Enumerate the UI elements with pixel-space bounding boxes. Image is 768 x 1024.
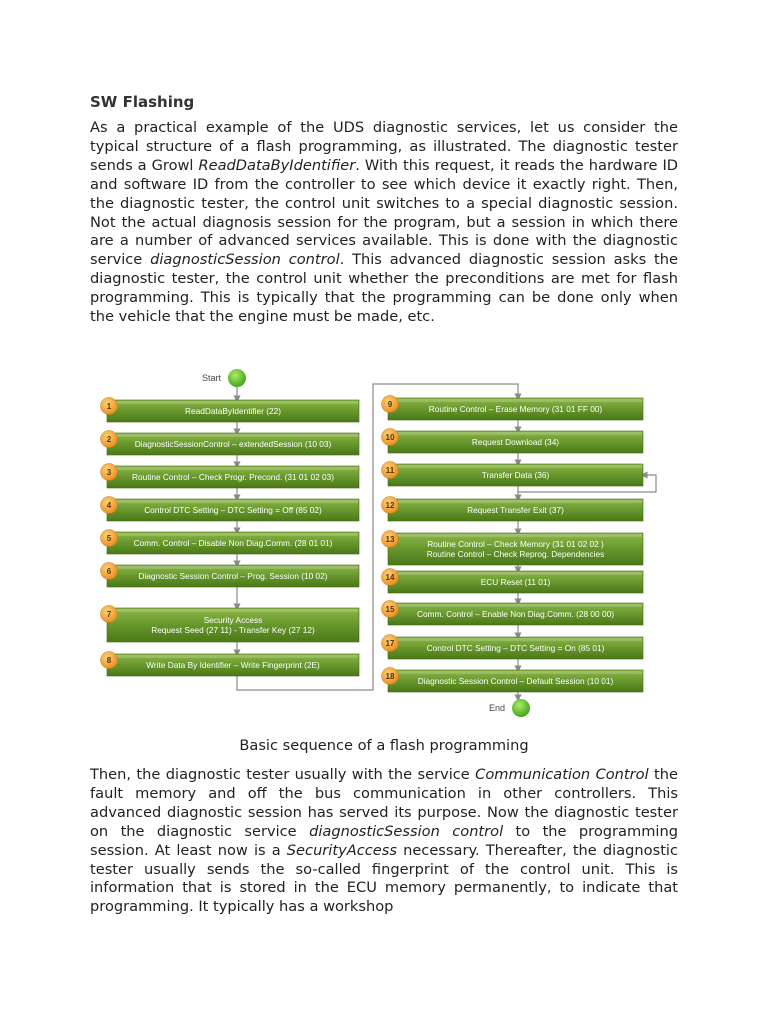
left-step-4 (101, 497, 360, 522)
end-terminal (512, 699, 530, 717)
right-step-9 (382, 396, 644, 421)
step-label: DiagnosticSessionControl – extendedSession (10 03) (134, 439, 332, 449)
step-label: Diagnostic Session Control – Prog. Session (10 02) (138, 571, 328, 581)
step-number: 7 (106, 610, 112, 619)
step-label: Comm. Control – Disable Non Diag.Comm. (28 01 01) (133, 538, 333, 548)
step-number: 18 (385, 672, 395, 681)
step-number: 8 (106, 656, 112, 665)
right-step-12 (382, 497, 644, 522)
step-number: 9 (387, 400, 393, 409)
start-label: Start (201, 373, 221, 383)
right-step-10 (382, 429, 644, 454)
step-number: 1 (106, 402, 112, 411)
right-step-11 (382, 462, 644, 487)
step-number: 13 (385, 535, 395, 544)
figure-caption: Basic sequence of a flash programming (239, 737, 529, 754)
step-number: 3 (106, 468, 112, 477)
left-step-2 (101, 431, 360, 456)
step-label: Transfer Data (36) (481, 470, 550, 480)
step-number: 15 (385, 605, 395, 614)
end-label: End (488, 703, 505, 713)
intro-paragraph: As a practical example of the UDS diagnostic services, let us consider the typical structure of a flash programming, as illustrated. The diagnostic tester sends a Growl ReadDataByIdentifier. With this request, it reads the hardware ID and software ID from the controller to see which device it exactly right. Then, the diagnostic tester, the control unit switches to a special diagnostic session. Not the actual diagnosis session for the program, but a session in which there are a number of advanced services available. This is done with the diagnostic service diagnosticSession control. This advanced diagnostic session asks the diagnostic tester, the control unit whether the preconditions are met for flash programming. This is typically that the programming can be done only when the vehicle that the engine must be made, etc. (90, 119, 678, 326)
step-number: 14 (385, 573, 395, 582)
step-number: 11 (385, 466, 395, 475)
flash-programming-diagram (96, 362, 666, 724)
step-label: Routine Control – Erase Memory (31 01 FF 00) (428, 404, 603, 414)
step-label: Security Access (203, 615, 263, 625)
step-number: 2 (106, 435, 112, 444)
step-number: 10 (385, 433, 395, 442)
left-step-6 (101, 563, 360, 588)
left-step-7 (101, 606, 360, 643)
left-step-3 (101, 464, 360, 489)
section-heading: SW Flashing (90, 93, 195, 111)
step-label: Comm. Control – Enable Non Diag.Comm. (28 00 00) (417, 609, 614, 619)
right-step-14 (382, 569, 644, 594)
step-label: Routine Control – Check Reprog. Dependencies (426, 549, 605, 559)
step-number: 12 (385, 501, 395, 510)
step-label: Write Data By Identifier – Write Fingerprint (2E) (146, 660, 320, 670)
right-step-15 (382, 601, 644, 626)
left-step-5 (101, 530, 360, 555)
step-number: 5 (106, 534, 112, 543)
step-label: Routine Control – Check Memory (31 01 02 02 ) (427, 539, 604, 549)
step-label: ReadDataByIdentifier (22) (185, 406, 281, 416)
step-number: 4 (106, 501, 112, 510)
right-step-18 (382, 668, 644, 693)
left-step-1 (101, 398, 360, 423)
flow-steps (101, 396, 644, 693)
step-number: 17 (385, 639, 395, 648)
step-label: Request Seed (27 11) - Transfer Key (27 12) (151, 625, 315, 635)
step-label: ECU Reset (11 01) (480, 577, 551, 587)
step-label: Routine Control – Check Progr. Precond. (31 01 02 03) (131, 472, 335, 482)
right-step-17 (382, 635, 644, 660)
step-label: Control DTC Setting – DTC Setting = Off (85 02) (144, 505, 322, 515)
step-label: Control DTC Setting – DTC Setting = On (85 01) (426, 643, 605, 653)
left-step-8 (101, 652, 360, 677)
step-label: Request Download (34) (471, 437, 560, 447)
start-terminal (228, 369, 246, 387)
step-label: Request Transfer Exit (37) (467, 505, 564, 515)
step-label: Diagnostic Session Control – Default Session (10 01) (417, 676, 614, 686)
step-number: 6 (106, 567, 112, 576)
right-step-13 (382, 531, 644, 566)
body-paragraph: Then, the diagnostic tester usually with the service Communication Control the fault memory and off the bus communication in other controllers. This advanced diagnostic session has served its purpose. Now the diagnostic tester on the diagnostic service diagnosticSession control to the programming session. At least now is a SecurityAccess necessary. Thereafter, the diagnostic tester usually sends the so-called fingerprint of the control unit. This is information that is stored in the ECU memory permanently, to indicate that programming. It typically has a workshop (90, 766, 678, 916)
